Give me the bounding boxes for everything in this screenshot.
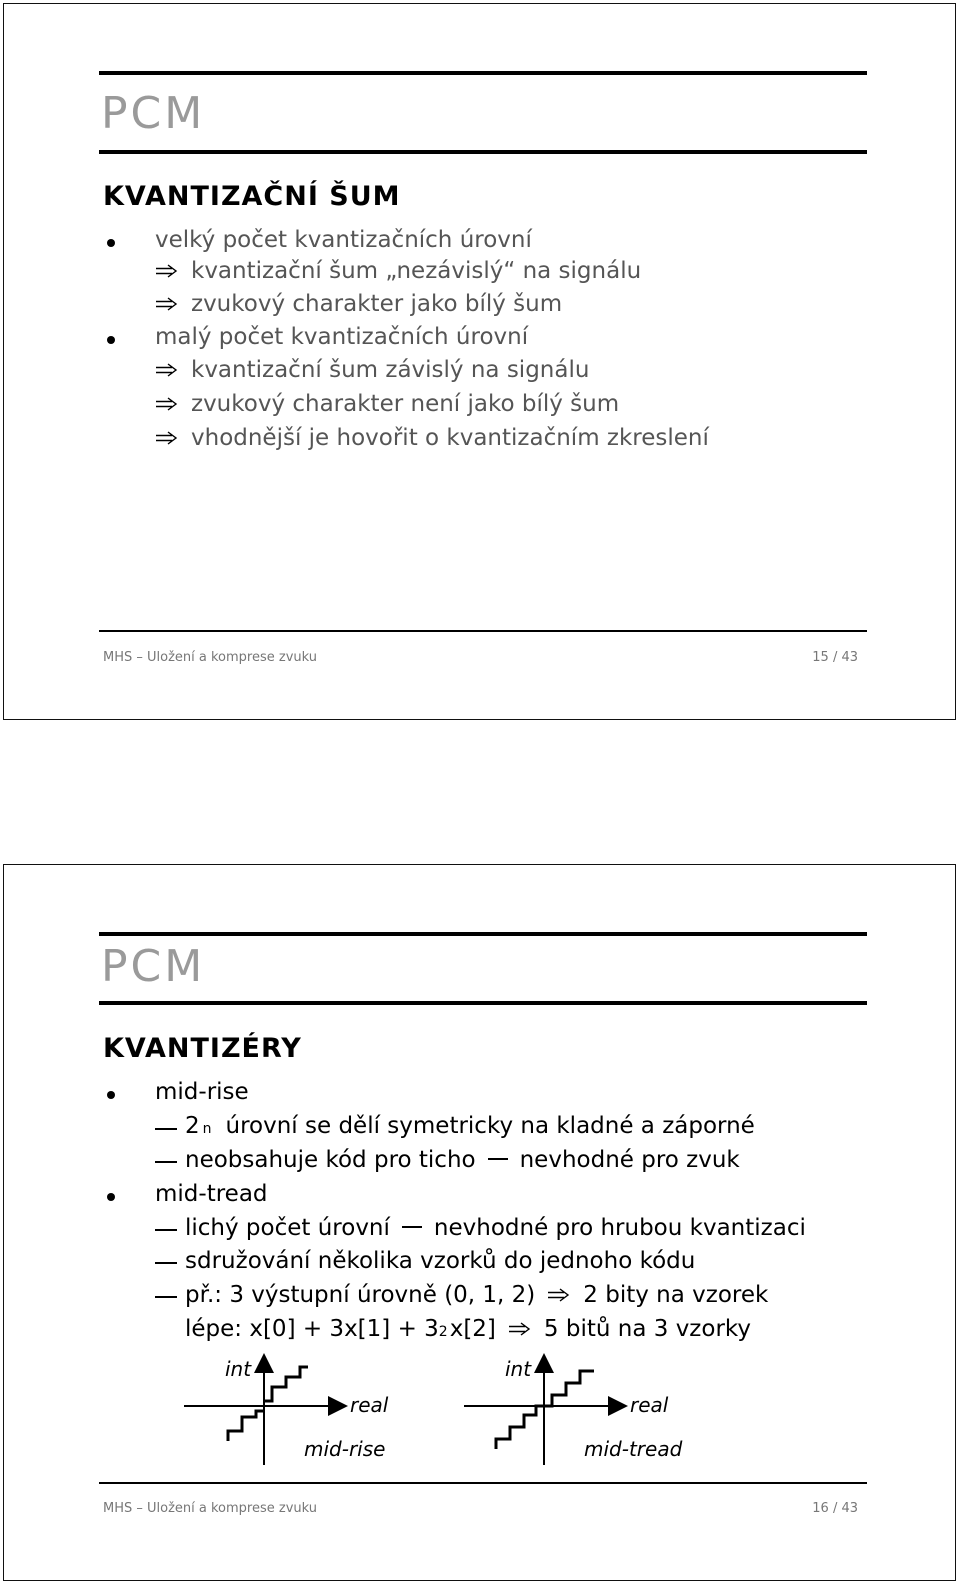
page-number: 15 / 43 <box>812 650 858 665</box>
list-item-text: lichý počet úrovní <box>185 1215 390 1241</box>
list-item <box>155 229 532 252</box>
list-item-text: nevhodné pro hrubou kvantizaci <box>433 1215 806 1241</box>
dash-marker <box>155 1161 177 1163</box>
list-item-text: lépe: x[0] + 3x[1] + 3 <box>185 1316 439 1342</box>
list-item <box>155 326 528 349</box>
y-axis-label: int <box>225 1357 252 1381</box>
list-item <box>185 1284 768 1307</box>
diagram-caption: mid-tread <box>584 1437 683 1461</box>
list-item-text: 2 bity na vzorek <box>583 1282 769 1308</box>
list-item-text: velký počet kvantizačních úrovní <box>155 227 532 253</box>
list-item-text: úrovní se dělí symetricky na kladné a záporné <box>225 1113 755 1139</box>
list-item <box>155 293 562 316</box>
y-axis-label: int <box>505 1357 532 1381</box>
dash-marker <box>155 1229 177 1231</box>
list-item-text: nevhodné pro zvuk <box>519 1147 740 1173</box>
slide-15 <box>3 3 956 720</box>
list-item-text: mid-rise <box>155 1079 249 1105</box>
dash-marker <box>402 1226 422 1228</box>
list-item: lépe: x[0] + 3x[1] + 3 2 x[2] 5 bitů na 3 vzorky <box>185 1316 752 1342</box>
title-rule <box>99 1001 867 1005</box>
bullet-dot <box>107 336 115 344</box>
list-item <box>155 1081 249 1104</box>
slide-16 <box>3 864 956 1581</box>
page-title: PCM <box>101 88 206 139</box>
list-item <box>155 427 709 450</box>
list-item-text: x[2] <box>449 1316 496 1342</box>
implies-arrow-icon <box>155 431 179 445</box>
list-item <box>155 359 589 382</box>
list-item-text: zvukový charakter není jako bílý šum <box>191 391 620 417</box>
list-item-text: př.: 3 výstupní úrovně (0, 1, 2) <box>185 1282 536 1308</box>
list-item-text: kvantizační šum „nezávislý“ na signálu <box>191 258 642 284</box>
implies-arrow-icon <box>155 363 179 377</box>
dash-marker <box>155 1296 177 1298</box>
dash-marker <box>155 1128 177 1130</box>
diagram-caption: mid-rise <box>304 1437 386 1461</box>
implies-arrow-icon <box>508 1322 532 1336</box>
bullet-dot <box>107 239 115 247</box>
x-axis-label: real <box>350 1393 389 1417</box>
list-item-text: vhodnější je hovořit o kvantizačním zkreslení <box>191 425 709 451</box>
list-item-text: zvukový charakter jako bílý šum <box>191 291 563 317</box>
levels-base: 2 <box>185 1113 200 1139</box>
footer-rule <box>99 630 867 632</box>
list-item-text: mid-tread <box>155 1181 268 1207</box>
list-item-text: malý počet kvantizačních úrovní <box>155 324 529 350</box>
list-item-text: kvantizační šum závislý na signálu <box>191 357 590 383</box>
title-rule <box>99 150 867 154</box>
implies-arrow-icon <box>547 1288 571 1302</box>
page-title: PCM <box>101 941 206 992</box>
footer-text: MHS – Uložení a komprese zvuku <box>103 650 318 665</box>
implies-arrow-icon <box>155 297 179 311</box>
list-item-text: neobsahuje kód pro ticho <box>185 1147 476 1173</box>
list-item <box>185 1217 806 1240</box>
dash-marker <box>155 1262 177 1264</box>
list-item-text: sdružování několika vzorků do jednoho kódu <box>185 1248 696 1274</box>
footer-text: MHS – Uložení a komprese zvuku <box>103 1501 318 1516</box>
section-heading: KVANTIZAČNÍ ŠUM <box>103 181 401 212</box>
dash-marker <box>488 1158 508 1160</box>
list-item <box>155 393 619 416</box>
implies-arrow-icon <box>155 264 179 278</box>
page-number: 16 / 43 <box>812 1501 858 1516</box>
list-item: 2 n úrovní se dělí symetricky na kladné a záporné <box>185 1113 755 1139</box>
list-item <box>185 1250 695 1273</box>
implies-arrow-icon <box>155 397 179 411</box>
list-item-text: 5 bitů na 3 vzorky <box>543 1316 752 1342</box>
footer-rule <box>99 1482 867 1484</box>
top-rule <box>99 932 867 936</box>
x-axis-label: real <box>630 1393 669 1417</box>
list-item <box>185 1149 740 1172</box>
list-item <box>155 1183 268 1206</box>
section-heading: KVANTIZÉRY <box>103 1033 302 1064</box>
bullet-dot <box>107 1193 115 1201</box>
list-item <box>155 260 641 283</box>
top-rule <box>99 71 867 75</box>
bullet-dot <box>107 1091 115 1099</box>
